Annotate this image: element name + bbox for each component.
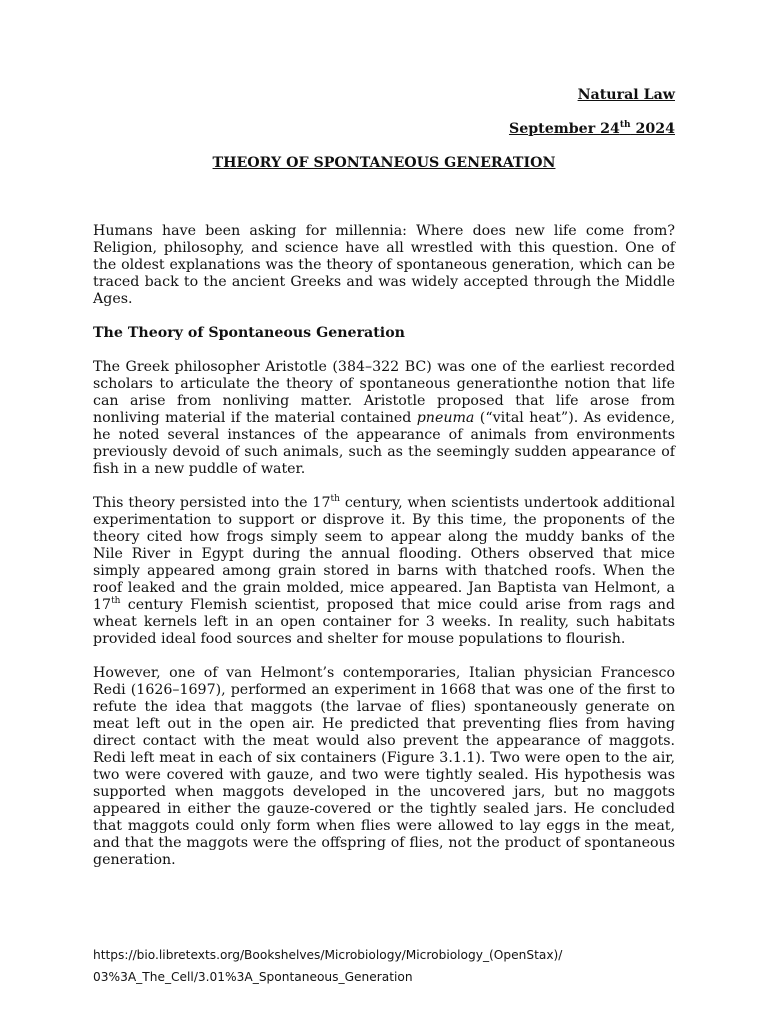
intro-paragraph: Humans have been asking for millennia: Where does new life come from? Religion, philosophy, and science have all wrestled with this question. One of the oldest explanations was the theory of spontaneous generation, which can be traced back to the ancient Greeks and was widely accepted through the Middle Ages. [93,223,675,307]
date-year: 2024 [630,121,675,137]
source-url-line-1[interactable]: https://bio.libretexts.org/Bookshelves/Microbiology/Microbiology_(OpenStax)/ [93,948,563,962]
source-url-line-2[interactable]: 03%3A_The_Cell/3.01%3A_Spontaneous_Generation [93,970,413,984]
ordinal-superscript: th [330,494,340,504]
course-name: Natural Law [577,87,675,103]
aristotle-text-end: (“vital heat”). As evidence, he noted several instances of the appearance of animals from environments previously devoid of such animals, such as the seemingly sudden appearance of fish in a new puddle of water. [93,410,675,477]
date-ordinal: th [619,120,631,130]
aristotle-text-start: The Greek philosopher Aristotle (384–322 BC) was one of the earliest recorded scholars to articulate the theory of spontaneous generationthe notion that life can arise from nonliving matter. Aristotle proposed that life arose from nonliving material if the material contained [93,359,675,426]
ordinal-superscript: th [111,596,121,606]
century-text-part1: This theory persisted into the 17 [93,495,331,511]
document-title: THEORY OF SPONTANEOUS GENERATION [212,155,556,171]
seventeenth-century-paragraph [93,495,675,648]
section-heading: The Theory of Spontaneous Generation [93,325,405,341]
century-text-part3: century Flemish scientist, proposed that mice could arise from rags and wheat kernels left in an open container for 3 weeks. In reality, such habitats provided ideal food sources and shelter for mouse populations to flourish. [93,597,675,647]
redi-paragraph: However, one of van Helmont’s contemporaries, Italian physician Francesco Redi (1626–1697), performed an experiment in 1668 that was one of the first to refute the idea that maggots (the larvae of flies) spontaneously generate on meat left out in the open air. He predicted that preventing flies from having direct contact with the meat would also prevent the appearance of maggots. Redi left meat in each of six containers (Figure 3.1.1). Two were open to the air, two were covered with gauze, and two were tightly sealed. His hypothesis was supported when maggots developed in the uncovered jars, but no maggots appeared in either the gauze-covered or the tightly sealed jars. He concluded that maggots could only form when flies were allowed to lay eggs in the meat, and that the maggots were the offspring of flies, not the product of spontaneous generation. [93,665,675,868]
date-day: September 24 [508,121,620,137]
document-date [509,121,675,138]
source-url[interactable] [93,944,613,988]
aristotle-paragraph [93,359,675,478]
pneuma-term: pneuma [416,410,475,426]
document-body [93,223,675,869]
century-text-part2: century, when scientists undertook additional experimentation to support or disprove it. By this time, the proponents of the theory cited how frogs simply seem to appear along the muddy banks of the Nile River in Egypt during the annual flooding. Others observed that mice simply appeared among grain stored in barns with thatched roofs. When the roof leaked and the grain molded, mice appeared. Jan Baptista van Helmont, a 17 [93,495,675,613]
